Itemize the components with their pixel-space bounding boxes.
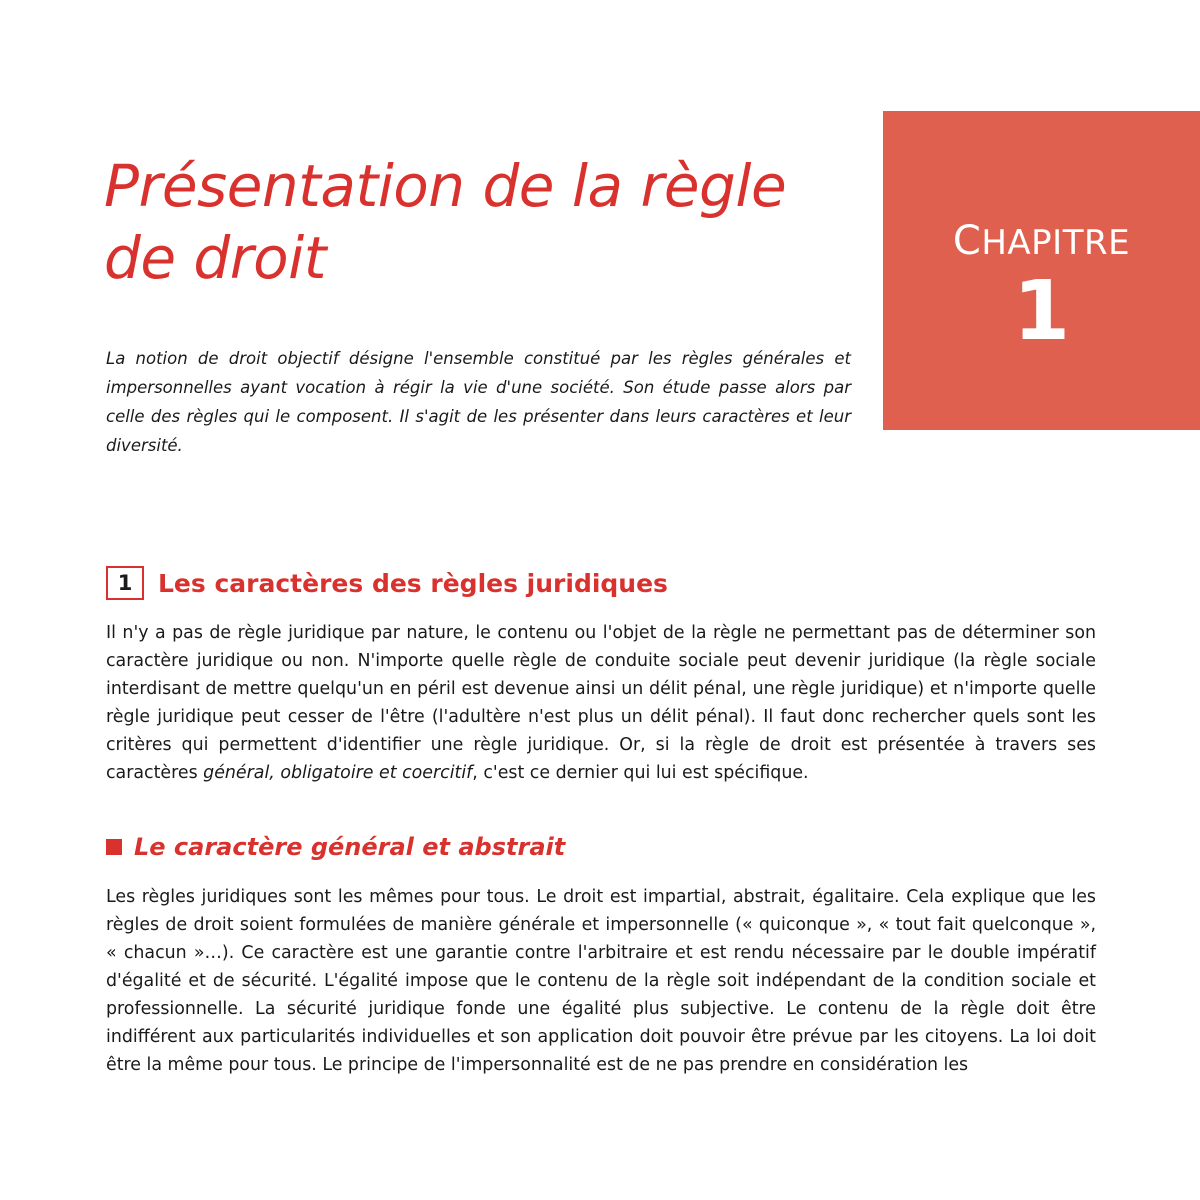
intro-paragraph: La notion de droit objectif désigne l'ensemble constitué par les règles générales et impersonnelles ayant vocation à régir la vie d'une société. Son étude passe alors par celle des règles qui le composent. Il s'agit de les présenter dans leurs caractères et leur diversité. — [106, 349, 851, 455]
paragraph-1-end: , c'est ce dernier qui lui est spécifique. — [472, 763, 809, 783]
paragraph-1-text: Il n'y a pas de règle juridique par nature, le contenu ou l'objet de la règle ne permettant pas de déterminer son caractère juridique ou non. N'importe quelle règle de conduite sociale peut devenir juridique (la règle sociale interdisant de mettre quelqu'un en péril est devenue ainsi un délit pénal, une règle juridique) et n'importe quelle règle juridique peut cesser de l'être (l'adultère n'est plus un délit pénal). Il faut donc rechercher quels sont les critères qui permettent d'identifier une règle juridique. Or, si la règle de droit est présentée à travers ses caractères — [106, 623, 1096, 783]
page-title: Présentation de la règle de droit — [104, 152, 787, 292]
square-bullet-icon — [106, 839, 122, 855]
body-paragraph-1 — [106, 619, 1096, 787]
paragraph-1-emphasis: général, obligatoire et coercitif — [203, 763, 473, 783]
chapter-label-rest: HAPITRE — [981, 223, 1131, 263]
section-heading — [106, 563, 668, 603]
section-number: 1 — [106, 566, 144, 600]
subheading-text: Le caractère général et abstrait — [134, 833, 566, 861]
section-title: Les caractères des règles juridiques — [158, 568, 668, 598]
chapter-label — [883, 218, 1200, 264]
chapter-number: 1 — [1012, 264, 1071, 359]
subheading — [106, 833, 565, 861]
chapter-box — [883, 111, 1200, 430]
body-paragraph-2: Les règles juridiques sont les mêmes pour tous. Le droit est impartial, abstrait, égalitaire. Cela explique que les règles de droit soient formulées de manière générale et impersonnelle (« quiconque », « tout fait quelconque », « chacun »…). Ce caractère est une garantie contre l'arbitraire et est rendu nécessaire par le double impératif d'égalité et de sécurité. L'égalité impose que le contenu de la règle soit indépendant de la condition sociale et professionnelle. La sécurité juridique fonde une égalité plus subjective. Le contenu de la règle doit être indifférent aux particularités individuelles et son application doit pouvoir être prévue par les citoyens. La loi doit être la même pour tous. Le principe de l'impersonnalité est de ne pas prendre en considération les — [106, 887, 1096, 1075]
chapter-label-initial: C — [952, 218, 982, 264]
